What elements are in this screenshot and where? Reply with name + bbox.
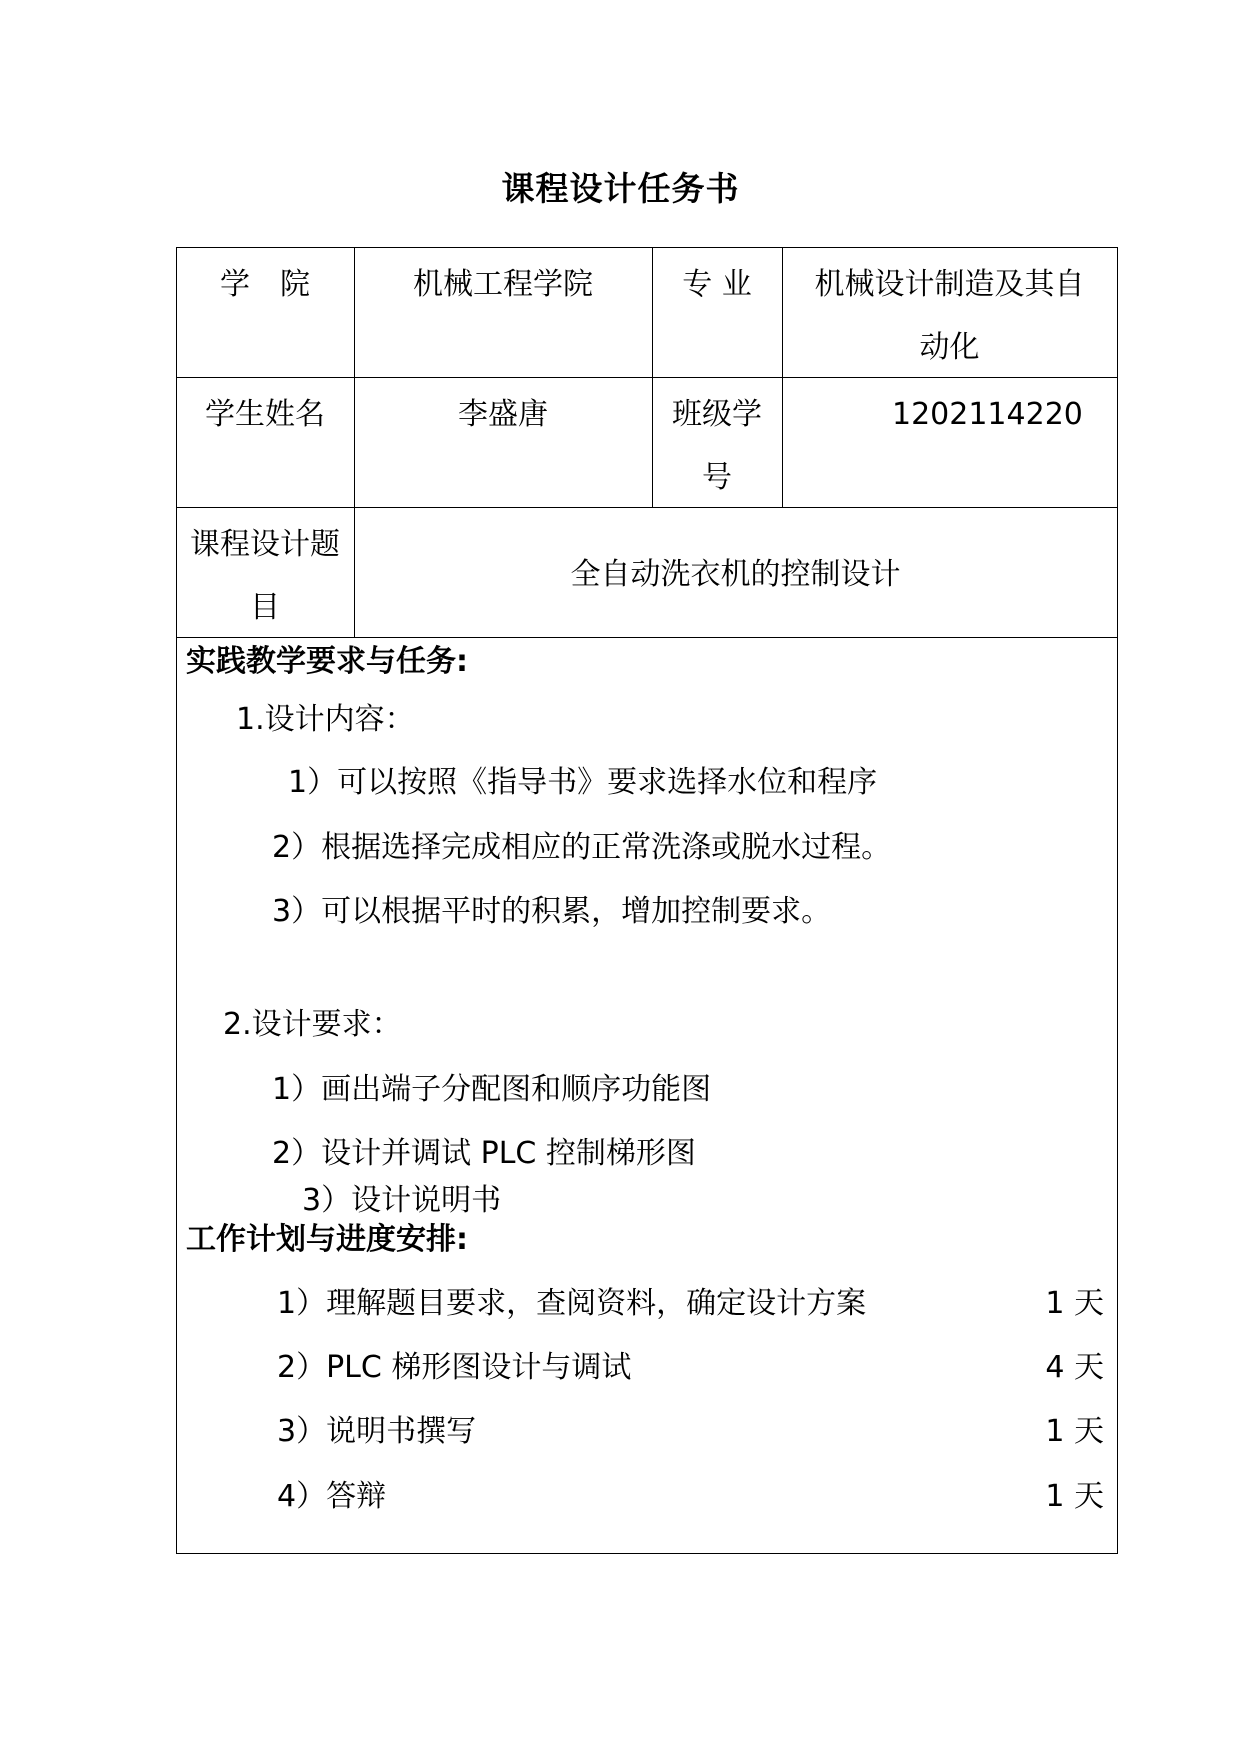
schedule-task: 2）PLC 梯形图设计与调试 — [277, 1350, 632, 1385]
schedule-days: 1 天 — [1045, 1414, 1104, 1449]
schedule-task: 3）说明书撰写 — [277, 1414, 477, 1449]
schedule-heading: 工作计划与进度安排: — [186, 1222, 468, 1257]
table-border-bottom — [176, 1553, 1118, 1554]
design-requirements-item: 3）设计说明书 — [302, 1183, 502, 1218]
table-border-right — [1117, 247, 1118, 1554]
major-value-line1: 机械设计制造及其自 — [814, 267, 1085, 302]
class-id-label-line2: 号 — [702, 460, 732, 495]
design-content-item: 3）可以根据平时的积累，增加控制要求。 — [272, 894, 832, 929]
design-content-heading: 1.设计内容： — [236, 702, 415, 737]
college-value: 机械工程学院 — [413, 267, 593, 302]
student-name-label: 学生姓名 — [205, 397, 325, 432]
class-id-value: 1202114220 — [892, 397, 1083, 432]
major-label: 专 业 — [682, 267, 752, 302]
class-id-label-line1: 班级学 — [672, 397, 762, 432]
topic-label-line2: 目 — [250, 590, 280, 625]
topic-label-line1: 课程设计题 — [190, 527, 340, 562]
design-requirements-item: 2）设计并调试 PLC 控制梯形图 — [272, 1136, 696, 1171]
requirements-heading: 实践教学要求与任务: — [186, 644, 468, 679]
table-row-divider — [176, 507, 1118, 508]
design-requirements-heading: 2.设计要求： — [223, 1007, 402, 1042]
design-content-item: 2）根据选择完成相应的正常洗涤或脱水过程。 — [272, 830, 892, 865]
schedule-days: 1 天 — [1045, 1286, 1104, 1321]
schedule-days: 1 天 — [1045, 1479, 1104, 1514]
table-border-top — [176, 247, 1118, 248]
design-requirements-item: 1）画出端子分配图和顺序功能图 — [272, 1072, 712, 1107]
student-name-value: 李盛唐 — [458, 397, 548, 432]
major-value-line2: 动化 — [919, 330, 980, 365]
document-title: 课程设计任务书 — [501, 169, 740, 208]
schedule-days: 4 天 — [1045, 1350, 1104, 1385]
design-content-item: 1）可以按照《指导书》要求选择水位和程序 — [288, 765, 878, 800]
college-label: 学 院 — [220, 267, 310, 302]
schedule-task: 4）答辩 — [277, 1479, 387, 1514]
schedule-task: 1）理解题目要求，查阅资料，确定设计方案 — [277, 1286, 867, 1321]
topic-value: 全自动洗衣机的控制设计 — [570, 557, 901, 592]
